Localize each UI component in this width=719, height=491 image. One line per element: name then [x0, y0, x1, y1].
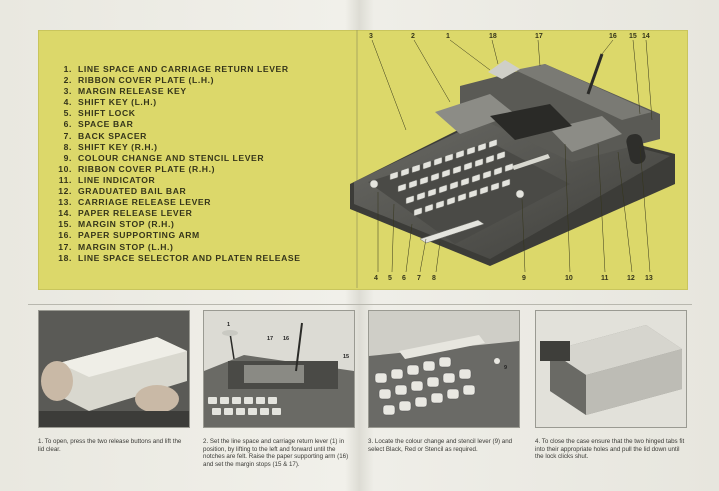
step-2-callout-16: 16	[283, 336, 290, 342]
callout-2: 2	[411, 33, 415, 40]
step-4-photo	[535, 310, 687, 428]
part-item: 11. LINE INDICATOR	[58, 174, 156, 185]
part-item: 8. SHIFT KEY (R.H.)	[63, 141, 158, 152]
step-3-caption: 3. Locate the colour change and stencil lever (9) and select Black, Red or Stencil as required.	[368, 438, 513, 453]
part-item: 12. GRADUATED BAIL BAR	[58, 186, 187, 197]
step-2-callout-17: 17	[267, 336, 274, 342]
part-item: 18. LINE SPACE SELECTOR AND PLATEN RELEASE	[58, 252, 301, 263]
callout-10: 10	[565, 275, 573, 282]
part-item: 1. LINE SPACE AND CARRIAGE RETURN LEVER	[63, 64, 289, 74]
callout-3: 3	[369, 33, 373, 40]
step-2-caption: 2. Set the line space and carriage return lever (1) in position, by lifting to the left and forward until the notches are felt. Raise the paper supporting arm (16) and set the margin stops (15 & 17).	[203, 438, 349, 468]
callout-13: 13	[645, 275, 653, 282]
callout-1: 1	[446, 33, 450, 40]
part-item: 10. RIBBON COVER PLATE (R.H.)	[58, 163, 216, 174]
part-item: 14. PAPER RELEASE LEVER	[58, 208, 193, 219]
typewriter-illustration	[340, 34, 685, 284]
part-item: 9. COLOUR CHANGE AND STENCIL LEVER	[63, 152, 265, 163]
step-1-photo	[38, 310, 190, 428]
part-item: 7. BACK SPACER	[63, 130, 147, 141]
part-item: 3. MARGIN RELEASE KEY	[63, 86, 187, 97]
section-divider	[28, 304, 692, 305]
part-item: 17. MARGIN STOP (L.H.)	[58, 241, 174, 252]
callout-17: 17	[535, 33, 543, 40]
part-item: 2. RIBBON COVER PLATE (L.H.)	[63, 75, 215, 86]
callout-11: 11	[601, 275, 609, 282]
callout-15: 15	[629, 33, 637, 40]
callout-4: 4	[374, 275, 378, 282]
part-item: 4. SHIFT KEY (L.H.)	[63, 97, 157, 108]
step-1	[38, 310, 188, 478]
step-3-callout-9: 9	[504, 365, 508, 371]
callout-16: 16	[609, 33, 617, 40]
part-item: 15. MARGIN STOP (R.H.)	[58, 219, 175, 230]
step-1-caption: 1. To open, press the two release buttons and lift the lid clear.	[38, 438, 182, 453]
callout-7: 7	[417, 275, 421, 282]
step-2-photo	[203, 310, 355, 428]
callout-8: 8	[432, 275, 436, 282]
step-2	[203, 310, 353, 478]
parts-list	[58, 64, 301, 264]
part-item: 6. SPACE BAR	[63, 119, 134, 130]
callout-18: 18	[489, 33, 497, 40]
callout-12: 12	[627, 275, 635, 282]
step-4	[535, 310, 685, 478]
callout-5: 5	[388, 275, 392, 282]
part-item: 13. CARRIAGE RELEASE LEVER	[58, 197, 212, 208]
step-2-callout-15: 15	[343, 354, 350, 360]
step-3-photo	[368, 310, 520, 428]
callout-14: 14	[642, 33, 650, 40]
part-item: 16. PAPER SUPPORTING ARM	[58, 230, 200, 241]
part-item: 5. SHIFT LOCK	[63, 108, 136, 119]
step-2-callout-1: 1	[227, 322, 231, 328]
step-3	[368, 310, 518, 478]
step-4-caption: 4. To close the case ensure that the two hinged tabs fit into their appropriate holes and pull the lid down until the lock clicks shut.	[535, 438, 685, 461]
callout-6: 6	[402, 275, 406, 282]
callout-9: 9	[522, 275, 526, 282]
